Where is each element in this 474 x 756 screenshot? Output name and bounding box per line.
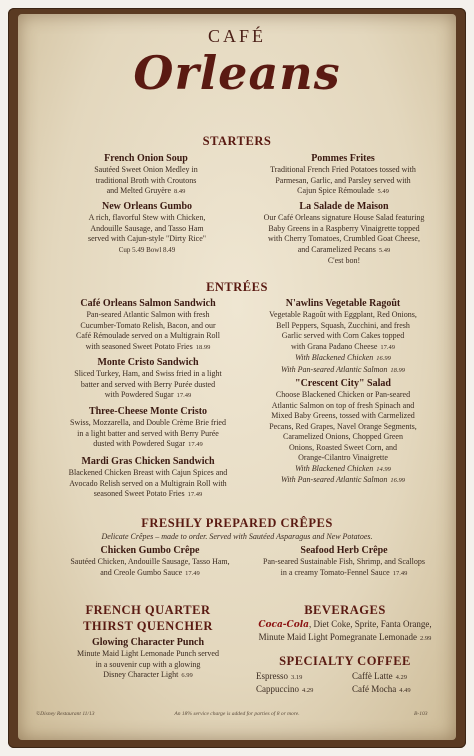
coffee-cappuccino: [256, 684, 313, 697]
desc-line: A rich, flavorful Stew with Chicken,: [88, 213, 206, 222]
item-title: Café Orleans Salmon Sandwich: [80, 298, 216, 309]
coffee-caffe-latte: [352, 671, 407, 684]
desc-line: traditional Broth with Croutons: [95, 175, 197, 185]
crepe-seafood-herb: [244, 545, 444, 579]
price: 16.99: [390, 477, 406, 484]
desc-line: Bell Peppers, Squash, Zucchini, and fresh: [276, 320, 410, 330]
desc-line: in a creamy Tomato-Fennel Sauce: [280, 567, 390, 577]
brand-logo: Orleans: [133, 46, 341, 100]
desc-line: Avocado Relish served on a Multigrain Roll with: [69, 478, 227, 488]
desc-line: Minute Maid Light Lemonade Punch served: [77, 649, 219, 658]
price: 18.99: [390, 366, 406, 374]
desc-line: Atlantic Salmon on top of fresh Spinach and: [271, 400, 415, 410]
desc-line: in a souvenir cup with a glowing: [95, 659, 201, 669]
entree-mardi-gras-sandwich: [52, 456, 244, 501]
desc-line: Mixed Baby Greens, tossed with Carmelized: [271, 411, 415, 420]
desc-line: Our Café Orleans signature House Salad featuring: [263, 213, 425, 222]
price: 8.49: [174, 188, 186, 195]
starters-heading: STARTERS: [202, 134, 272, 148]
desc-line: Swiss, Mozzarella, and Double Crème Brie fried: [70, 418, 226, 427]
desc-line: Sautéed Sweet Onion Medley in: [94, 165, 198, 174]
desc-line: Vegetable Ragoût with Eggplant, Red Onions,: [269, 310, 417, 319]
option-label: With Pan-seared Atlantic Salmon: [280, 475, 388, 484]
entrees-heading: ENTRÉES: [206, 280, 268, 294]
coffee-heading: SPECIALTY COFFEE: [279, 654, 411, 668]
item-title: Seafood Herb Crêpe: [300, 545, 388, 556]
desc-line: Blackened Chicken Breast with Cajun Spices and: [68, 468, 228, 477]
coffee-cafe-mocha: [352, 684, 411, 697]
desc-line: Pan-seared Atlantic Salmon with fresh: [86, 310, 210, 319]
item-title: "Crescent City" Salad: [295, 378, 391, 389]
desc-line: dusted with Powdered Sugar: [93, 439, 186, 448]
desc-line: Sautéed Chicken, Andouille Sausage, Tasso Ham,: [70, 557, 230, 566]
entree-crescent-city-salad: [250, 378, 436, 487]
quencher-heading-1: FRENCH QUARTER: [85, 603, 211, 617]
price: 4.49: [399, 687, 411, 694]
desc-line: Pan-seared Sustainable Fish, Shrimp, and Scallops: [263, 557, 425, 566]
price: 4.29: [302, 687, 314, 694]
crepes-subtitle: Delicate Crêpes – made to order. Served with Sautéed Asparagus and New Potatoes.: [101, 532, 373, 541]
price: 5.49: [378, 246, 391, 254]
desc-line: and Melted Gruyère: [106, 186, 172, 195]
entree-three-cheese-monte-cristo: [58, 406, 238, 451]
desc-line: with Grana Padano Cheese: [290, 341, 378, 351]
footer-code: B-103: [414, 711, 428, 717]
desc-line: Caramelized Onions, Chopped Green: [283, 432, 403, 441]
item-title: Monte Cristo Sandwich: [97, 357, 199, 368]
desc-line: Traditional French Fried Potatoes tossed with: [270, 165, 416, 174]
price: Cup 5.49 Bowl 8.49: [118, 245, 176, 254]
price: 2.99: [420, 635, 432, 642]
footer-copyright: ©Disney Restaurant 11/13: [36, 711, 95, 717]
starter-new-orleans-gumbo: [62, 201, 232, 255]
desc-line: Cajun Spice Rémoulade: [297, 186, 375, 195]
price: 17.49: [176, 392, 192, 399]
coffee-espresso: [256, 671, 302, 684]
coffee-name: Café Mocha: [352, 684, 397, 694]
item-title: Mardi Gras Chicken Sandwich: [81, 456, 215, 467]
glowing-character-punch: [58, 637, 238, 682]
beverages-list: [246, 618, 444, 645]
price: 17.49: [380, 343, 396, 351]
price: 14.99: [376, 465, 391, 473]
coffee-name: Cappuccino: [256, 684, 299, 694]
price: 6.99: [181, 672, 193, 679]
crepe-chicken-gumbo: [52, 545, 248, 579]
desc-line: Cucumber-Tomato Relish, Bacon, and our: [80, 320, 216, 330]
price: 17.49: [187, 491, 203, 498]
beverages-heading: BEVERAGES: [304, 603, 386, 617]
beverage-line: , Diet Coke, Sprite, Fanta Orange,: [308, 619, 432, 629]
brand-cafe: CAFÉ: [207, 26, 266, 46]
item-title: Pommes Frites: [311, 153, 375, 164]
desc-line: Baby Greens in a Raspberry Vinaigrette topped: [268, 223, 420, 233]
coca-cola-logo: Coca-Cola: [258, 620, 309, 630]
desc-line: Choose Blackened Chicken or Pan-seared: [275, 390, 411, 399]
starter-french-onion-soup: [66, 153, 226, 198]
beverage-line: Minute Maid Light Pomegranate Lemonade: [258, 632, 418, 642]
desc-line: batter and served with Berry Purée dusted: [80, 379, 216, 389]
coffee-name: Espresso: [256, 671, 288, 681]
item-title: Glowing Character Punch: [91, 637, 205, 648]
starter-pommes-frites: [248, 153, 438, 198]
option-label: With Blackened Chicken: [295, 463, 374, 473]
price: 3.19: [291, 674, 303, 681]
desc-line: and Caramelized Pecans: [297, 244, 376, 254]
desc-line: Garlic served with Corn Cakes topped: [281, 331, 405, 340]
footer-service-charge: An 18% service charge is added for parties of 8 or more.: [174, 711, 300, 717]
desc-line: Onions, Roasted Sweet Corn, and: [289, 442, 397, 452]
price: 17.49: [188, 441, 203, 448]
item-title: N'awlins Vegetable Ragoût: [285, 298, 401, 309]
desc-line: Parmesan, Garlic, and Parsley served with: [275, 175, 411, 185]
item-title: New Orleans Gumbo: [102, 201, 192, 212]
desc-line: Andouille Sausage, and Tasso Ham: [90, 223, 204, 233]
price: 17.49: [185, 569, 200, 577]
desc-line: served with Cajun-style "Dirty Rice": [87, 234, 207, 243]
item-title: La Salade de Maison: [299, 201, 389, 212]
entree-monte-cristo: [58, 357, 238, 402]
desc-line: Café Rémoulade served on a Multigrain Roll: [76, 331, 220, 340]
item-title: Three-Cheese Monte Cristo: [88, 406, 208, 417]
price: 18.99: [195, 343, 211, 351]
desc-line: and Creole Gumbo Sauce: [100, 567, 183, 577]
starter-la-salade: [246, 201, 442, 267]
item-title: French Onion Soup: [104, 153, 188, 164]
price: 5.49: [377, 188, 389, 195]
desc-line: seasoned Sweet Potato Fries: [93, 489, 185, 498]
desc-line: Disney Character Light: [103, 670, 179, 679]
desc-line: with seasoned Sweet Potato Fries: [85, 341, 193, 351]
quencher-heading-2: THIRST QUENCHER: [83, 619, 213, 633]
desc-line: Sliced Turkey, Ham, and Swiss fried in a light: [74, 369, 222, 378]
desc-line: with Powdered Sugar: [104, 390, 174, 399]
desc-line: in a light batter and served with Berry Purée: [77, 428, 219, 438]
price: 16.99: [376, 355, 391, 362]
desc-line: Pecans, Red Grapes, Navel Orange Segments,: [269, 421, 417, 431]
desc-line: Orange-Cilantro Vinaigrette: [298, 453, 388, 462]
price: 4.29: [395, 674, 407, 681]
desc-line: C'est bon!: [327, 256, 361, 265]
entree-vegetable-ragout: [250, 298, 436, 376]
entree-salmon-sandwich: [58, 298, 238, 353]
item-title: Chicken Gumbo Crêpe: [100, 545, 200, 556]
option-label: With Pan-seared Atlantic Salmon: [280, 364, 388, 374]
option-label: With Blackened Chicken: [295, 353, 374, 362]
desc-line: with Cherry Tomatoes, Crumbled Goat Cheese,: [268, 234, 420, 243]
crepes-heading: FRESHLY PREPARED CRÊPES: [141, 516, 333, 530]
coffee-name: Caffè Latte: [352, 671, 393, 681]
price: 17.49: [392, 569, 408, 577]
